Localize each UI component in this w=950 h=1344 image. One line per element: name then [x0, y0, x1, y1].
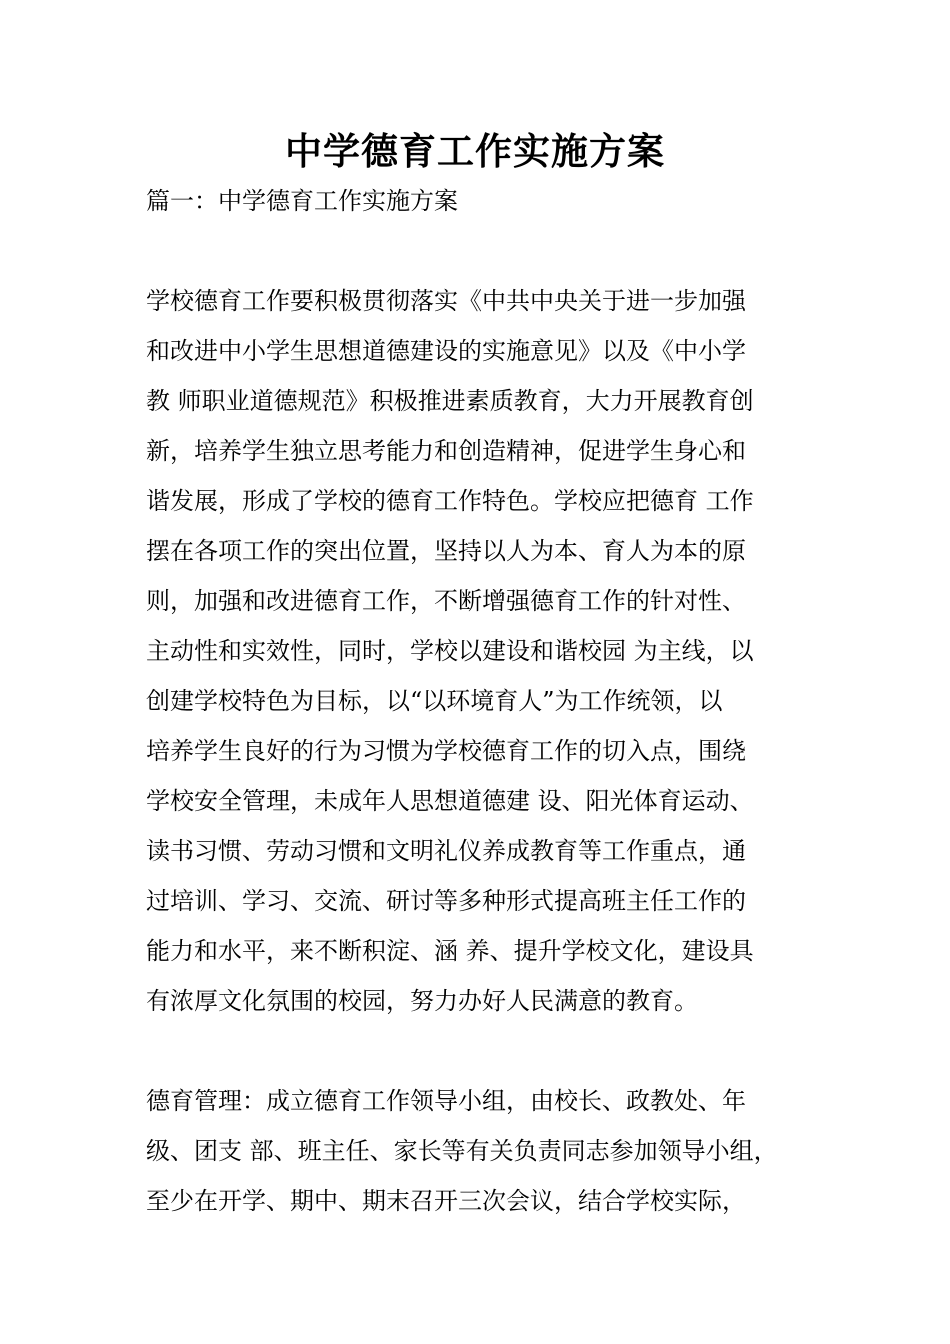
paragraph-line: 谐发展，形成了学校的德育工作特色。学校应把德育 工作 — [146, 487, 754, 515]
paragraph-line: 主动性和实效性，同时，学校以建设和谐校园 为主线，以 — [146, 637, 754, 665]
paragraph-line: 过培训、学习、交流、研讨等多种形式提高班主任工作的 — [146, 887, 746, 915]
paragraph-line: 学校安全管理，未成年人思想道德建 设、阳光体育运动、 — [146, 787, 754, 815]
paragraph-line: 新，培养学生独立思考能力和创造精神，促进学生身心和 — [146, 437, 746, 465]
paragraph-line: 有浓厚文化氛围的校园，努力办好人民满意的教育。 — [146, 987, 698, 1015]
paragraph-line: 读书习惯、劳动习惯和文明礼仪养成教育等工作重点，通 — [146, 837, 746, 865]
paragraph-line: 德育管理：成立德育工作领导小组，由校长、政教处、年 — [146, 1087, 746, 1115]
paragraph-line: 学校德育工作要积极贯彻落实《中共中央关于进一步加强 — [146, 287, 746, 315]
paragraph-line: 能力和水平，来不断积淀、涵 养、提升学校文化，建设具 — [146, 937, 754, 965]
document-subtitle: 篇一：中学德育工作实施方案 — [146, 187, 458, 215]
paragraph-line: 和改进中小学生思想道德建设的实施意见》以及《中小学 — [146, 337, 746, 365]
paragraph-line: 培养学生良好的行为习惯为学校德育工作的切入点，围绕 — [146, 737, 746, 765]
paragraph-line: 至少在开学、期中、期末召开三次会议，结合学校实际， — [146, 1187, 746, 1215]
paragraph-line: 教 师职业道德规范》积极推进素质教育，大力开展教育创 — [146, 387, 754, 415]
paragraph-line: 创建学校特色为目标，以“以环境育人”为工作统领，以 — [146, 687, 723, 715]
document-title: 中学德育工作实施方案 — [285, 129, 665, 173]
paragraph-line: 则，加强和改进德育工作，不断增强德育工作的针对性、 — [146, 587, 746, 615]
paragraph-line: 摆在各项工作的突出位置，坚持以人为本、育人为本的原 — [146, 537, 746, 565]
paragraph-line: 级、团支 部、班主任、家长等有关负责同志参加领导小组， — [146, 1137, 778, 1165]
